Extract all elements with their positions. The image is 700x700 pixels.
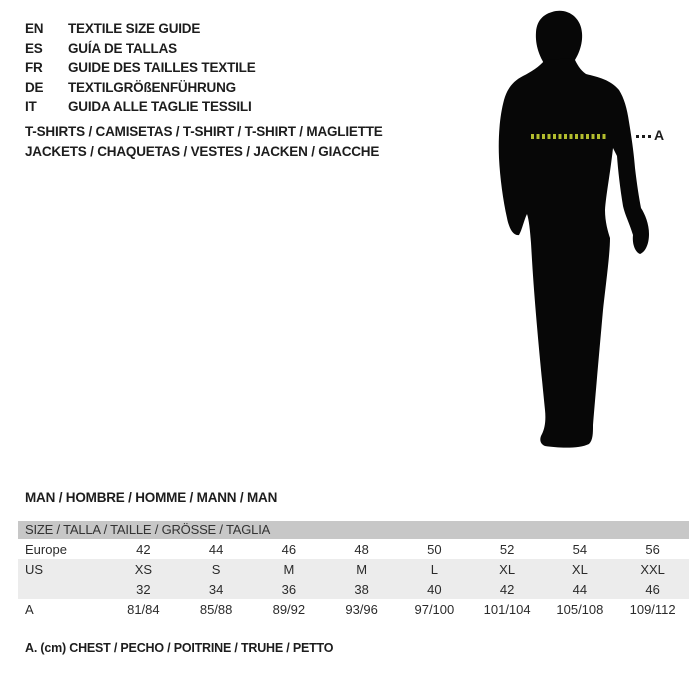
table-cell: 54 [572, 541, 588, 557]
language-label: TEXTILE SIZE GUIDE [68, 21, 201, 37]
product-categories [25, 122, 383, 162]
table-row-label: US [25, 561, 44, 577]
man-silhouette [483, 0, 663, 460]
chest-measure-line-dashed [531, 134, 607, 139]
table-cell: 44 [208, 541, 224, 557]
table-cell: L [430, 561, 438, 577]
measurement-footnote: A. (cm) CHEST / PECHO / POITRINE / TRUHE / PETTO [25, 641, 334, 655]
language-code: ES [25, 40, 43, 56]
table-cell: 46 [645, 581, 660, 597]
table-row [18, 539, 689, 559]
table-cell: 85/88 [199, 601, 233, 617]
table-cell: 97/100 [414, 601, 455, 617]
language-code: FR [25, 60, 43, 76]
table-row [18, 579, 689, 599]
language-code: EN [25, 21, 44, 37]
language-row-de [25, 78, 256, 98]
language-label: GUIDA ALLE TAGLIE TESSILI [68, 99, 252, 115]
table-cell: 109/112 [629, 601, 676, 617]
table-cell: 32 [136, 581, 151, 597]
silhouette-head [536, 11, 582, 65]
table-cell: 50 [427, 541, 442, 557]
table-cell: 52 [499, 541, 515, 557]
table-cell: 44 [572, 581, 588, 597]
table-cell: 42 [136, 541, 151, 557]
table-cell: XL [499, 561, 516, 577]
size-table-body [18, 539, 689, 619]
silhouette-body [499, 58, 649, 448]
table-cell: 34 [208, 581, 224, 597]
table-cell: S [211, 561, 221, 577]
table-cell: 81/84 [127, 601, 160, 617]
table-cell: XL [571, 561, 588, 577]
table-cell: 36 [281, 581, 297, 597]
table-row-label: Europe [25, 541, 67, 557]
table-cell: 101/104 [483, 601, 531, 617]
language-label: TEXTILGRÖßENFÜHRUNG [68, 79, 236, 95]
table-cell: 56 [645, 541, 660, 557]
table-cell: 89/92 [272, 601, 306, 617]
language-label: GUIDE DES TAILLES TEXTILE [68, 60, 256, 76]
language-code: IT [25, 99, 37, 115]
language-label: GUÍA DE TALLAS [68, 40, 177, 56]
language-row-fr [25, 58, 256, 78]
table-cell: 38 [354, 581, 369, 597]
size-table [18, 521, 689, 619]
table-cell: 48 [354, 541, 369, 557]
table-cell: 93/96 [345, 601, 378, 617]
table-cell: 40 [427, 581, 442, 597]
table-cell: XS [134, 561, 153, 577]
language-row-es [25, 39, 256, 59]
table-cell: M [283, 561, 295, 577]
measurement-label-a: A [654, 127, 665, 143]
section-heading-man: MAN / HOMBRE / HOMME / MANN / MAN [25, 490, 278, 505]
table-cell: 42 [499, 581, 515, 597]
language-row-it [25, 97, 256, 117]
size-table-header: SIZE / TALLA / TAILLE / GRÖSSE / TAGLIA [18, 521, 689, 539]
table-cell: 105/108 [556, 601, 604, 617]
language-list [25, 19, 256, 117]
category-line-jackets: JACKETS / CHAQUETAS / VESTES / JACKEN / GIACCHE [25, 144, 380, 159]
chest-measure-line-extension [636, 135, 652, 138]
table-row [18, 599, 689, 619]
category-line-tshirts: T-SHIRTS / CAMISETAS / T-SHIRT / T-SHIRT / MAGLIETTE [25, 124, 383, 139]
table-cell: 46 [281, 541, 297, 557]
language-row-en [25, 19, 256, 39]
table-cell: M [356, 561, 368, 577]
table-row [18, 559, 689, 579]
table-cell: XXL [640, 561, 665, 577]
table-row-label: A [25, 601, 34, 617]
language-code: DE [25, 79, 44, 95]
